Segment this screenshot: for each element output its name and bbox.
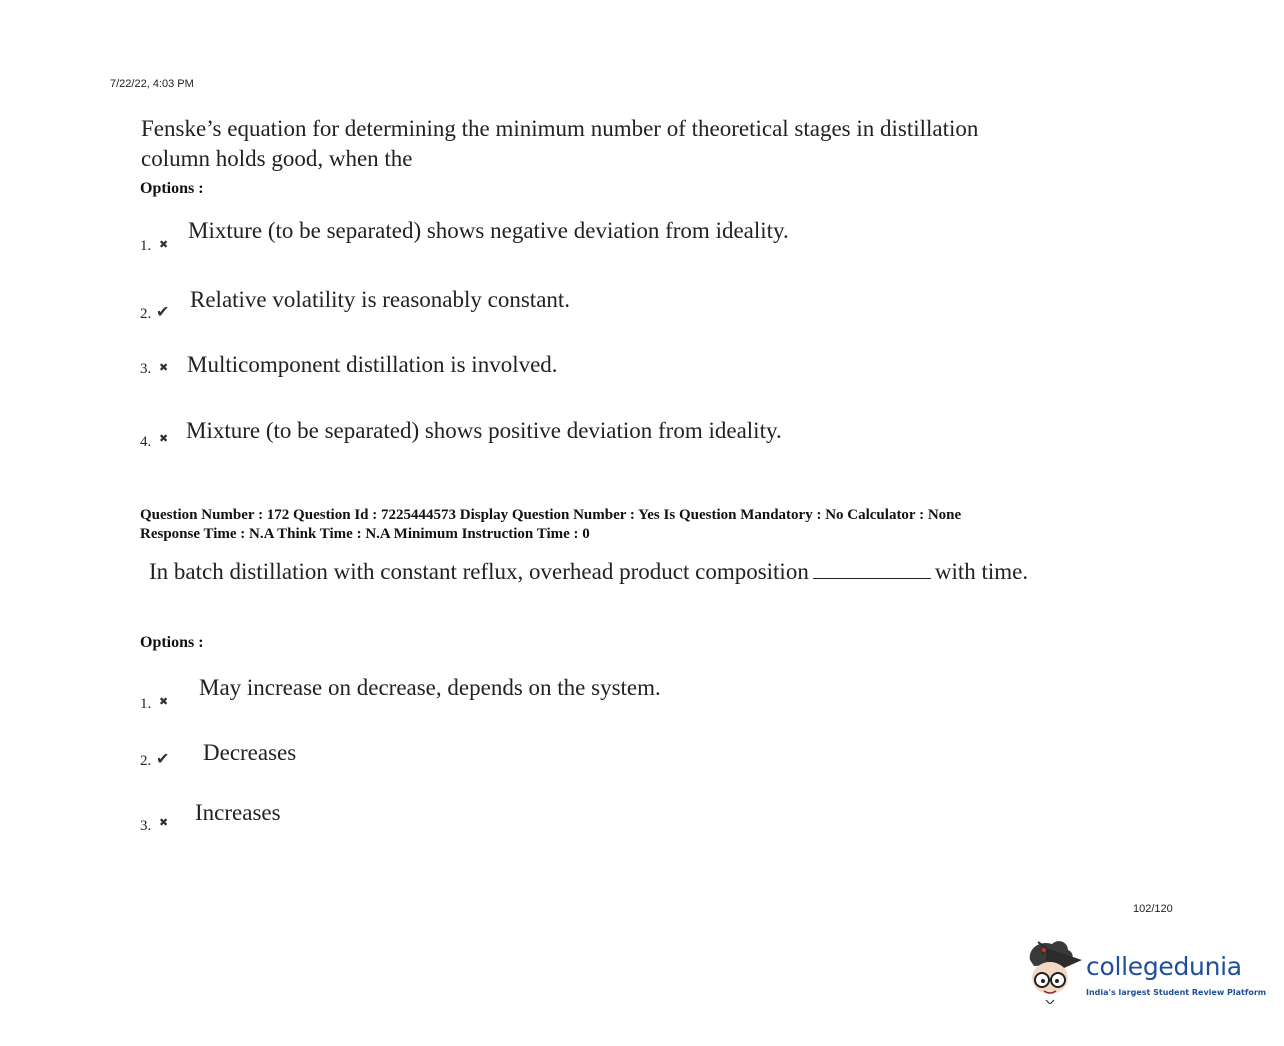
cross-icon: ✖ bbox=[159, 238, 169, 251]
option-number: 2. bbox=[140, 753, 152, 769]
option-number: 1. bbox=[140, 696, 152, 712]
question-2-text-after: with time. bbox=[934, 559, 1029, 584]
collegedunia-logo-icon bbox=[1024, 938, 1086, 1009]
option-text: Mixture (to be separated) shows negative deviation from ideality. bbox=[188, 218, 789, 243]
check-icon: ✔ bbox=[156, 302, 170, 321]
brand-tagline: India's largest Student Review Platform bbox=[1086, 988, 1267, 997]
option-number: 3. bbox=[140, 361, 152, 377]
option-text: Multicomponent distillation is involved. bbox=[187, 352, 558, 377]
print-datetime: 7/22/22, 4:03 PM bbox=[110, 78, 194, 90]
page-number: 102/120 bbox=[1133, 903, 1173, 915]
question-1-text: Fenske’s equation for determining the minimum number of theoretical stages in distillation column holds good, when the bbox=[141, 116, 979, 171]
cross-icon: ✖ bbox=[159, 695, 169, 708]
question-2-options-label: Options : bbox=[140, 634, 204, 651]
option-text: Increases bbox=[195, 800, 281, 825]
option-number: 3. bbox=[140, 818, 152, 834]
option-text: Decreases bbox=[203, 740, 297, 765]
question-2-text-before: In batch distillation with constant reflux, overhead product composition bbox=[149, 559, 809, 584]
option-text: Mixture (to be separated) shows positive deviation from ideality. bbox=[186, 418, 782, 443]
question-2-meta-line-1: Question Number : 172 Question Id : 7225444573 Display Question Number : Yes Is Question Mandatory : No Calculator : None bbox=[140, 507, 962, 523]
option-number: 1. bbox=[140, 238, 152, 254]
fill-in-blank bbox=[813, 559, 931, 579]
question-2-text bbox=[149, 557, 1029, 587]
cross-icon: ✖ bbox=[159, 816, 169, 829]
option-text: May increase on decrease, depends on the system. bbox=[199, 675, 661, 700]
option-text: Relative volatility is reasonably constant. bbox=[190, 287, 571, 312]
question-1-options-label: Options : bbox=[140, 180, 204, 197]
cross-icon: ✖ bbox=[159, 432, 169, 445]
question-2-meta-line-2: Response Time : N.A Think Time : N.A Minimum Instruction Time : 0 bbox=[140, 526, 590, 542]
cross-icon: ✖ bbox=[159, 361, 169, 374]
brand-name: collegedunia bbox=[1086, 952, 1242, 981]
option-number: 4. bbox=[140, 434, 152, 450]
check-icon: ✔ bbox=[156, 749, 170, 768]
option-number: 2. bbox=[140, 306, 152, 322]
